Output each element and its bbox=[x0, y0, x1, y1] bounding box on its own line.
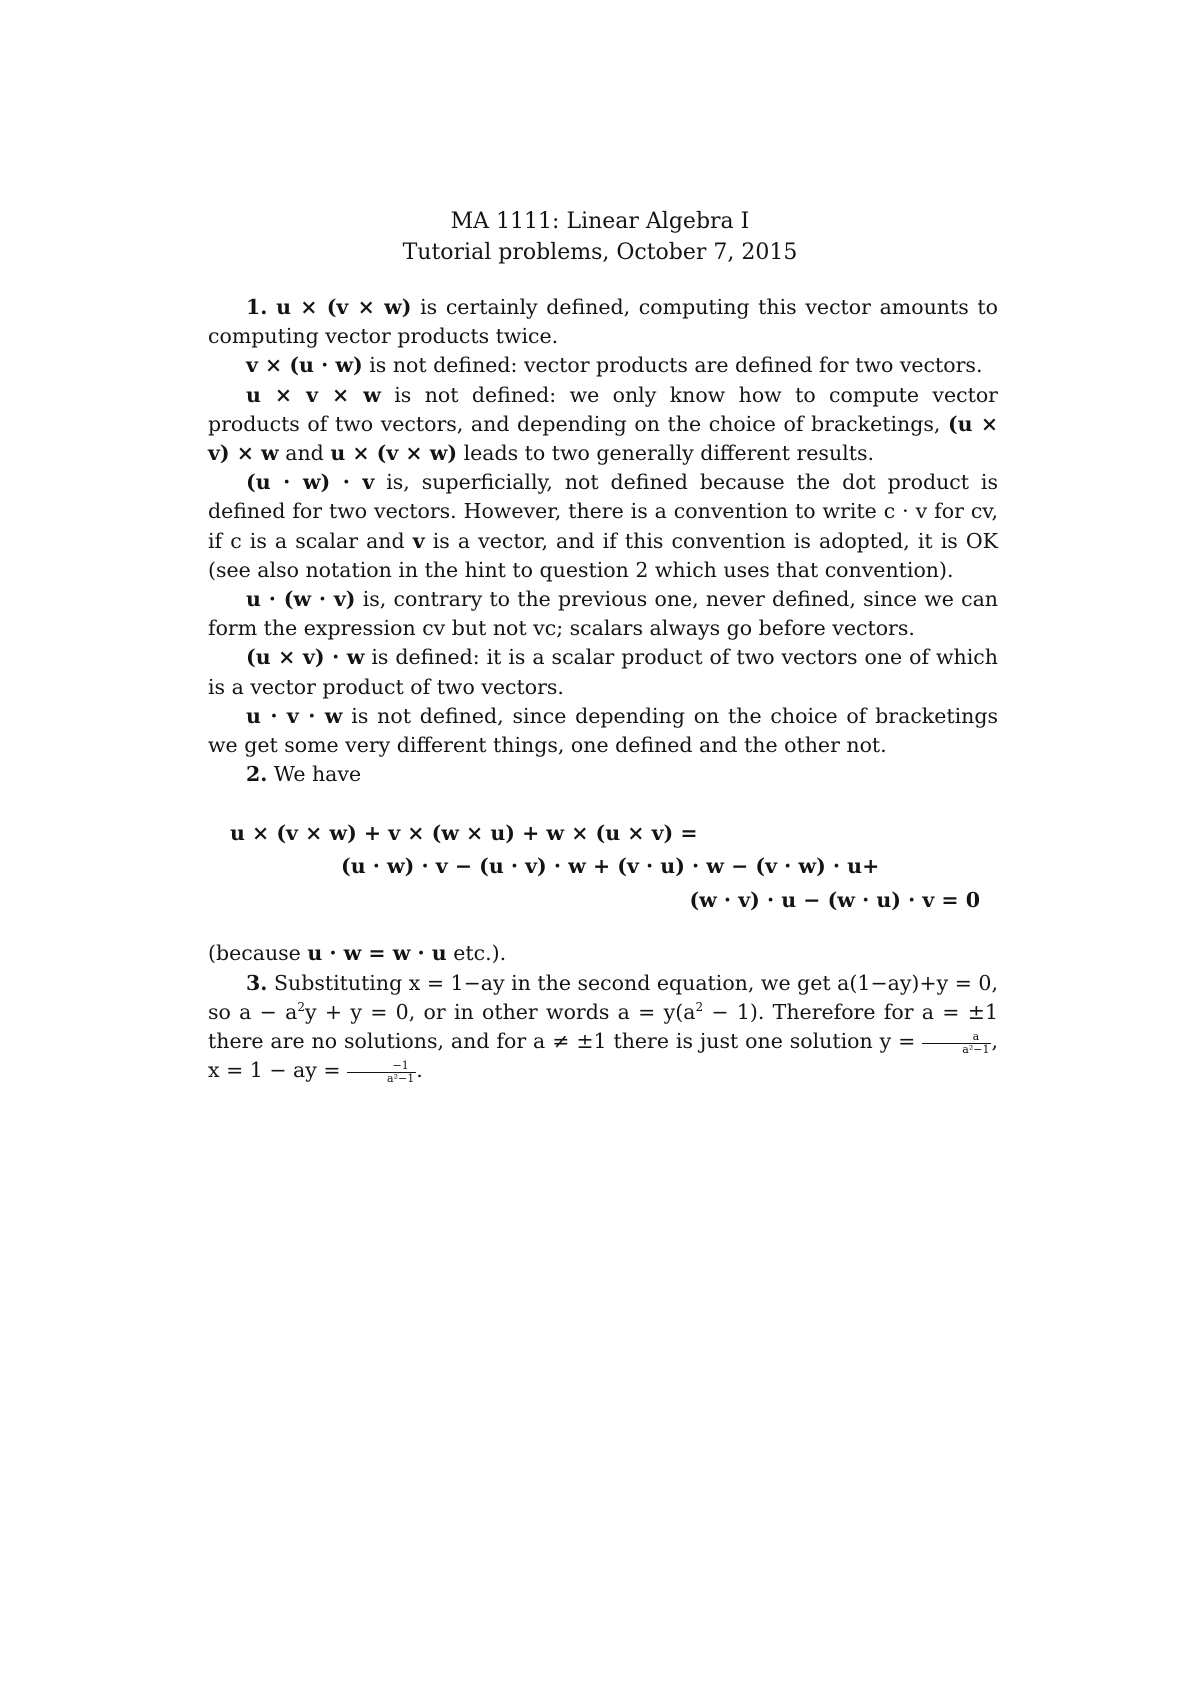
math-expr: (u × v) · w bbox=[246, 645, 365, 670]
math-expr: u × (v × w) bbox=[330, 441, 458, 466]
math-expr: (u × v) × w bbox=[208, 411, 998, 466]
fraction bbox=[347, 1060, 416, 1085]
q1-para-6 bbox=[208, 643, 998, 701]
math-expr: c · v bbox=[883, 499, 928, 524]
q2-intro bbox=[208, 760, 998, 789]
paragraph-text: and bbox=[278, 441, 331, 466]
fraction-denominator: a²−1 bbox=[962, 1043, 990, 1056]
fraction bbox=[922, 1031, 991, 1056]
q1-para-4 bbox=[208, 468, 998, 585]
paragraph-text: leads to two generally different results. bbox=[457, 441, 874, 466]
paragraph-text: is defined: it is a scalar product of two vectors one of which is a vector product of two vectors. bbox=[208, 645, 998, 699]
document-subtitle: Tutorial problems, October 7, 2015 bbox=[402, 240, 798, 265]
equation-line: (w · v) · u − (w · u) · v = 0 bbox=[689, 888, 980, 913]
document-title: MA 1111: Linear Algebra I bbox=[450, 209, 750, 234]
q3-number: 3. bbox=[246, 970, 268, 995]
math-expr: vc bbox=[533, 616, 557, 641]
q2-number: 2. bbox=[246, 762, 268, 787]
paragraph-text: is, contrary to the previous one, never defined, since we can form the expression bbox=[208, 587, 998, 641]
paragraph-text: . bbox=[416, 1058, 423, 1083]
math-expr: u · v · w bbox=[246, 703, 343, 728]
paragraph-text: but not bbox=[445, 616, 534, 641]
q1-number: 1. bbox=[246, 295, 268, 319]
q1-para-3 bbox=[208, 381, 998, 469]
paragraph-text: is certainly defined, computing this vector amounts to computing vector products twice. bbox=[208, 295, 998, 349]
math-expr: v bbox=[412, 528, 425, 553]
paragraph-text: , x = 1 − ay = bbox=[208, 1029, 998, 1083]
paragraph-text: We have bbox=[267, 762, 362, 787]
math-expr: cv bbox=[422, 616, 446, 641]
q1-para-1 bbox=[208, 293, 998, 351]
superscript: 2 bbox=[695, 1000, 704, 1015]
paragraph-text: y + y = 0, or in other words a = y(a bbox=[305, 999, 696, 1024]
paragraph-text: for bbox=[927, 499, 971, 524]
equation-line: (u · w) · v − (u · v) · w + (v · u) · w − (v · w) · u+ bbox=[341, 854, 880, 879]
q1-para-2 bbox=[208, 351, 998, 380]
paragraph-text: is not defined, since depending on the choice of bracketings we get some very different things, one defined and the other not. bbox=[208, 703, 998, 758]
math-expr: u · (w · v) bbox=[246, 587, 356, 612]
q2-after bbox=[208, 939, 998, 968]
paragraph-text: etc.). bbox=[446, 941, 507, 966]
paragraph-text: is not defined: vector products are defined for two vectors. bbox=[362, 353, 983, 378]
fraction-numerator: −1 bbox=[347, 1060, 416, 1073]
paragraph-text: (because bbox=[208, 941, 308, 966]
q1-para-7 bbox=[208, 702, 998, 760]
paragraph-text: is, superficially, not defined because the dot product is defined for two vectors. However, there is a convention to write bbox=[208, 470, 998, 524]
math-expr: u · w = w · u bbox=[307, 941, 447, 966]
q1-para-5 bbox=[208, 585, 998, 643]
math-expr: (u · w) · v bbox=[246, 470, 375, 495]
fraction-denominator: a²−1 bbox=[387, 1072, 415, 1086]
superscript: 2 bbox=[297, 1000, 305, 1015]
math-expr: u × (v × w) bbox=[276, 295, 412, 319]
math-expr: v × (u · w) bbox=[246, 353, 363, 378]
paragraph-text: ; scalars always go before vectors. bbox=[556, 616, 915, 641]
paragraph-text: , if c is a scalar and bbox=[208, 499, 998, 553]
math-expr: u × v × w bbox=[246, 382, 381, 407]
math-expr: cv bbox=[970, 499, 992, 524]
fraction-numerator: a bbox=[922, 1031, 991, 1044]
paragraph-text: Substituting x = 1−ay in the second equation, we get a(1−ay)+y = 0, so a − a bbox=[208, 970, 998, 1024]
paragraph-text: is not defined: we only know how to compute vector products of two vectors, and depending on the choice of bracketings, bbox=[208, 382, 998, 436]
document-body bbox=[208, 293, 998, 1085]
equation-line: u × (v × w) + v × (w × u) + w × (u × v) = bbox=[230, 821, 698, 846]
q3-para bbox=[208, 969, 998, 1086]
paragraph-text: − 1). Therefore for a = ±1 there are no solutions, and for a ≠ ±1 there is just one solution y = bbox=[208, 999, 998, 1054]
paragraph-text: is a vector, and if this convention is adopted, it is OK (see also notation in the hint to question 2 which uses that convention). bbox=[208, 528, 998, 582]
equation-block bbox=[208, 811, 998, 923]
